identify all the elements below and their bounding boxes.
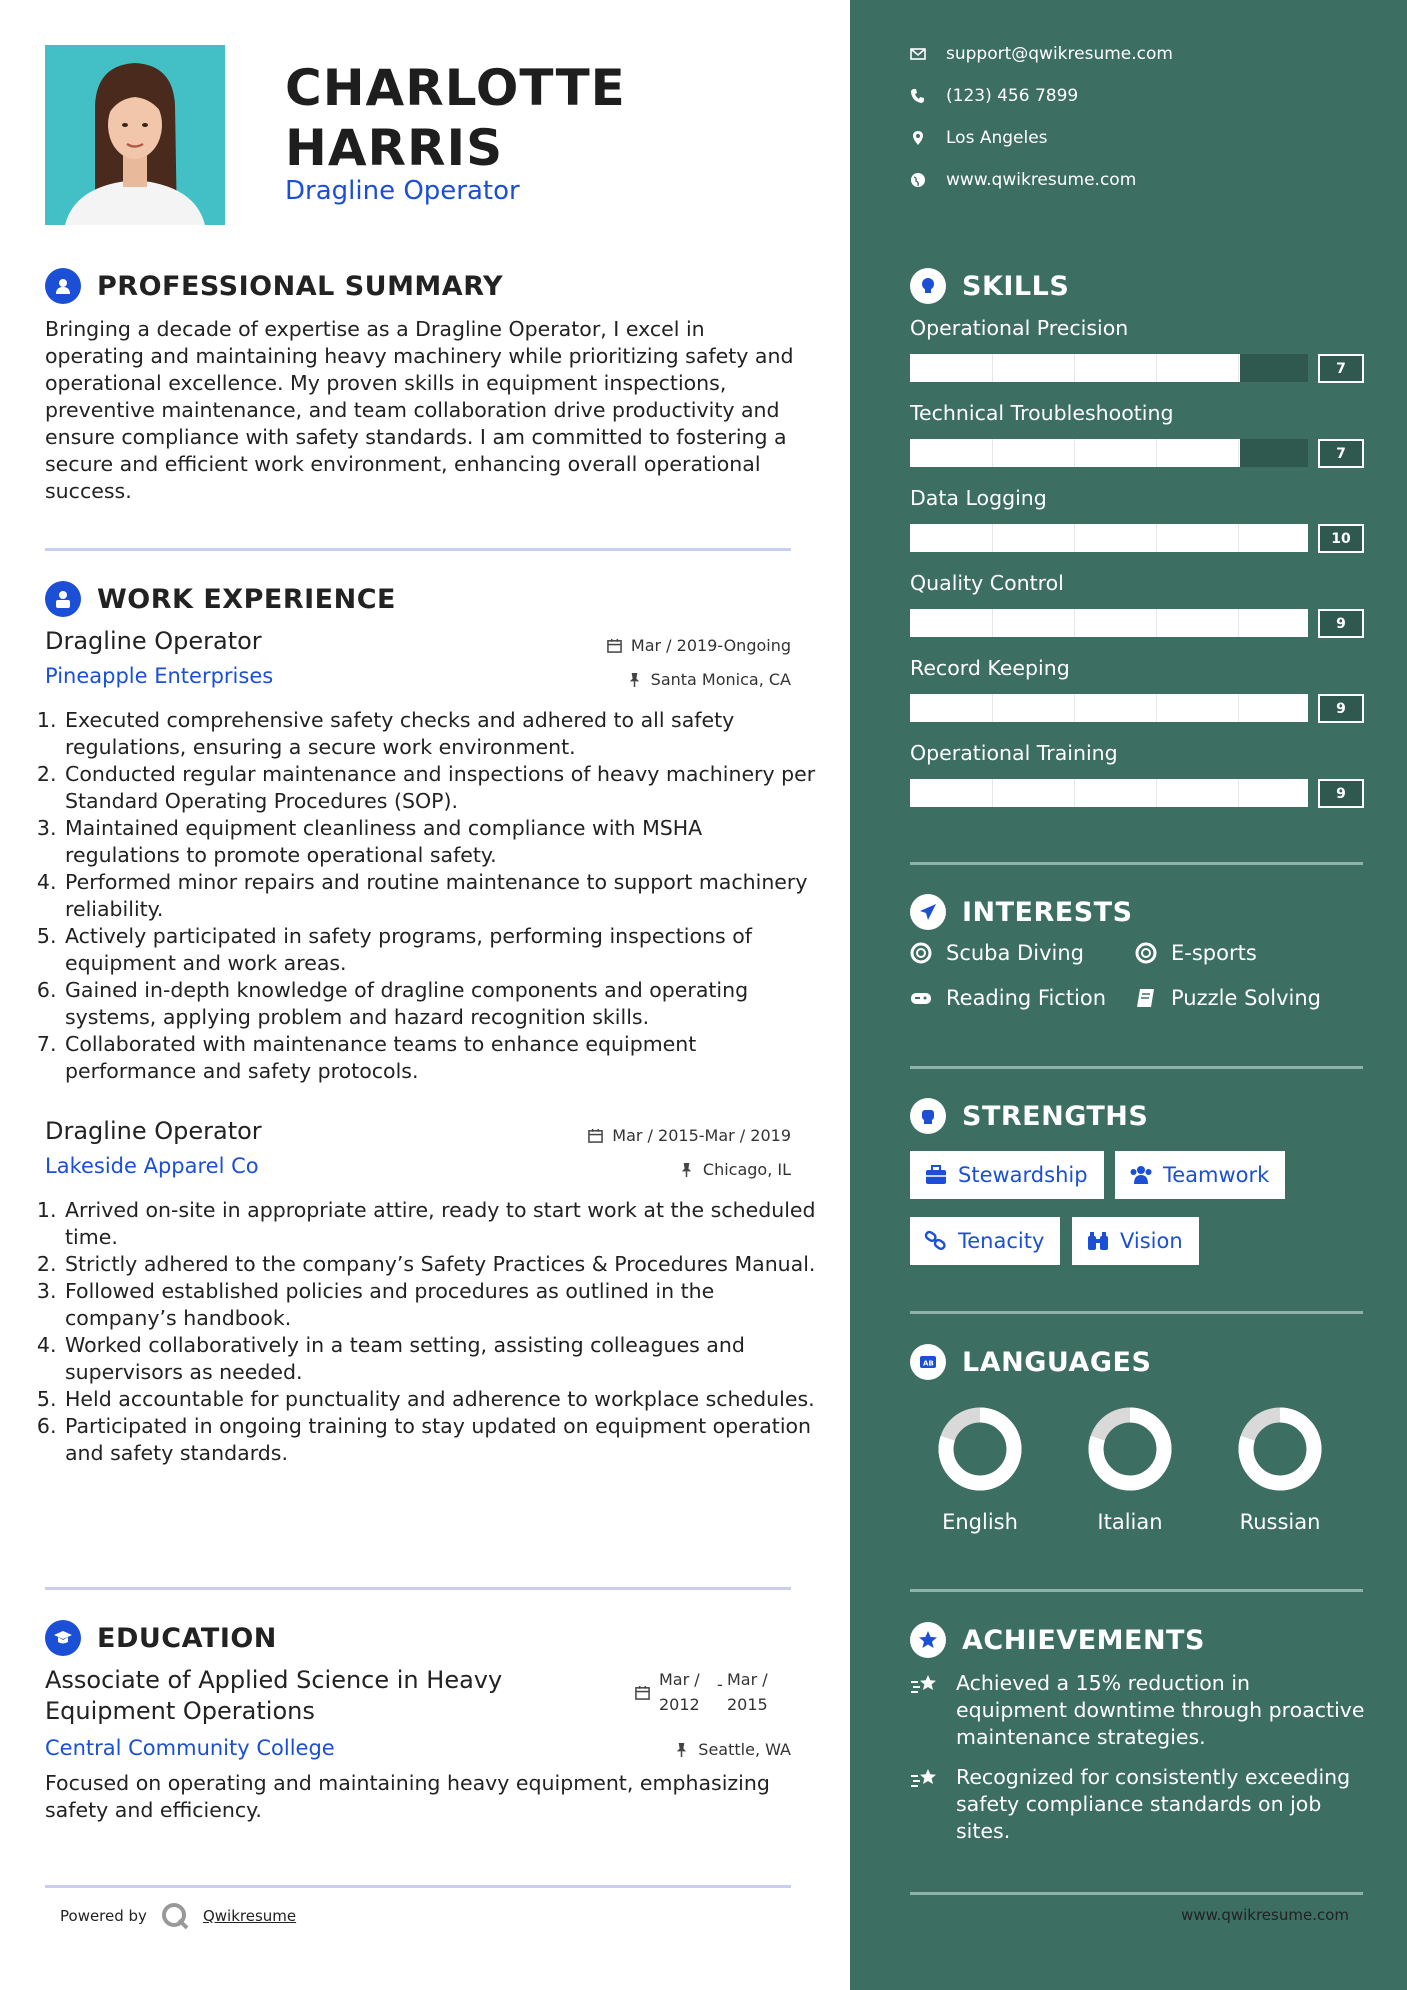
- list-item: 1. Executed comprehensive safety checks and adhered to all safety regulations, ensuring a secure work environment.: [63, 707, 823, 761]
- list-item: 2. Conducted regular maintenance and inspections of heavy machinery per Standard Operating Procedures (SOP).: [63, 761, 823, 815]
- experience-title: WORK EXPERIENCE: [97, 583, 396, 615]
- education-heading: [45, 1620, 277, 1656]
- skill-label: Technical Troubleshooting: [910, 401, 1174, 425]
- footer-url[interactable]: www.qwikresume.com: [1181, 1906, 1349, 1924]
- pin-icon: [674, 1742, 689, 1757]
- star-badge-icon: [910, 1622, 946, 1658]
- languages-heading: [910, 1344, 1151, 1380]
- achievements-title: ACHIEVEMENTS: [962, 1624, 1205, 1656]
- skill-bar: [910, 439, 1308, 467]
- language-name: English: [942, 1510, 1018, 1534]
- section-divider: [910, 1066, 1363, 1069]
- job-company: Lakeside Apparel Co: [45, 1154, 259, 1178]
- job-bullets: [45, 707, 823, 1085]
- lifebuoy-icon: [910, 942, 932, 964]
- fist-icon: [910, 1098, 946, 1134]
- skill-bar: [910, 609, 1308, 637]
- section-divider: [45, 1587, 791, 1590]
- language-item: [920, 1406, 1040, 1534]
- skill-bar-segment: [1238, 694, 1239, 722]
- lightbulb-icon: [910, 268, 946, 304]
- skill-bar-segment: [992, 779, 993, 807]
- skill-label: Operational Precision: [910, 316, 1129, 340]
- strength-tag: [1072, 1217, 1199, 1265]
- users-icon: [1129, 1164, 1153, 1186]
- interest-item: [1135, 941, 1257, 965]
- globe-icon: [910, 172, 926, 188]
- graduation-cap-icon: [45, 1620, 81, 1656]
- candidate-title: Dragline Operator: [285, 176, 520, 206]
- map-marker-icon: [910, 130, 926, 146]
- job-location-text: Chicago, IL: [702, 1160, 791, 1179]
- skill-level: 7: [1318, 439, 1364, 468]
- skill-bar-fill: [910, 779, 1308, 807]
- skill-label: Record Keeping: [910, 656, 1070, 680]
- job-dates-text: Mar / 2019-Ongoing: [630, 636, 791, 655]
- achievement-text: Achieved a 15% reduction in equipment downtime through proactive maintenance strategies.: [956, 1671, 1365, 1749]
- briefcase-user-icon: [45, 581, 81, 617]
- list-item: 7. Collaborated with maintenance teams to enhance equipment performance and safety protocols.: [63, 1031, 823, 1085]
- summary-title: PROFESSIONAL SUMMARY: [97, 270, 504, 302]
- qwikresume-link[interactable]: Qwikresume: [202, 1907, 297, 1925]
- paper-plane-icon: [910, 894, 946, 930]
- shooting-star-icon: [910, 1672, 940, 1698]
- skill-bar-fill: [910, 354, 1240, 382]
- skill-bar-fill: [910, 694, 1308, 722]
- skill-bar-segment: [1238, 524, 1239, 552]
- job-dates: [588, 1126, 791, 1145]
- strength-label: Tenacity: [958, 1229, 1045, 1253]
- list-item: 5. Held accountable for punctuality and adherence to workplace schedules.: [63, 1386, 823, 1413]
- interests-title: INTERESTS: [962, 896, 1133, 928]
- sidebar: [850, 0, 1407, 1990]
- job-location-text: Santa Monica, CA: [650, 670, 791, 689]
- education-location: [674, 1740, 791, 1759]
- contact-location: [910, 128, 1048, 148]
- skill-level: 9: [1318, 779, 1364, 808]
- envelope-icon: [910, 46, 926, 62]
- lifebuoy-icon: [1135, 942, 1157, 964]
- section-divider: [45, 1885, 791, 1888]
- strength-tag: [1115, 1151, 1285, 1199]
- education-location-text: Seattle, WA: [698, 1740, 791, 1759]
- education-school: Central Community College: [45, 1736, 335, 1760]
- skill-label: Quality Control: [910, 571, 1064, 595]
- list-item: 6. Participated in ongoing training to stay updated on equipment operation and safety standards.: [63, 1413, 823, 1467]
- skill-bar-segment: [1074, 779, 1075, 807]
- location-text: Los Angeles: [946, 128, 1048, 148]
- list-item: 4. Worked collaboratively in a team setting, assisting colleagues and supervisors as needed.: [63, 1332, 823, 1386]
- start-month: Mar /: [659, 1670, 700, 1689]
- education-description: Focused on operating and maintaining heavy equipment, emphasizing safety and efficiency.: [45, 1771, 770, 1822]
- skills-title: SKILLS: [962, 270, 1070, 302]
- language-donut: [1087, 1406, 1173, 1492]
- interest-label: Reading Fiction: [946, 986, 1107, 1010]
- summary-text: Bringing a decade of expertise as a Dragline Operator, I excel in operating and maintaining heavy machinery while prioritizing safety and operational excellence. My proven skills in equipment inspections, preventive maintenance, and team collaboration drive productivity and ensure compliance with safety standards. I am committed to fostering a secure and efficient work environment, enhancing overall operational success.: [45, 317, 794, 503]
- skill-bar-fill: [910, 439, 1240, 467]
- skill-bar-segment: [1238, 439, 1239, 467]
- skill-label: Data Logging: [910, 486, 1047, 510]
- list-item: 2. Strictly adhered to the company’s Safety Practices & Procedures Manual.: [63, 1251, 823, 1278]
- achievement-text: Recognized for consistently exceeding safety compliance standards on job sites.: [956, 1765, 1351, 1843]
- interest-item: [910, 941, 1084, 965]
- end-month: Mar /: [727, 1670, 768, 1689]
- interest-item: [1135, 986, 1321, 1010]
- skill-bar-segment: [992, 354, 993, 382]
- job-dates: [607, 636, 791, 655]
- education-start: [659, 1667, 717, 1717]
- contact-website: [910, 170, 1136, 190]
- interest-label: Puzzle Solving: [1171, 986, 1321, 1010]
- section-divider: [910, 1311, 1363, 1314]
- skill-bar-segment: [1074, 439, 1075, 467]
- strengths-heading: [910, 1098, 1148, 1134]
- skill-bar-segment: [1156, 439, 1157, 467]
- end-year: 2015: [727, 1695, 768, 1714]
- skill-bar: [910, 524, 1308, 552]
- achievement-item: [910, 1764, 1366, 1845]
- contact-phone: [910, 86, 1078, 106]
- summary-heading: [45, 268, 503, 304]
- calendar-icon: [607, 638, 622, 653]
- education-title: EDUCATION: [97, 1622, 277, 1654]
- skill-bar: [910, 694, 1308, 722]
- skills-heading: [910, 268, 1069, 304]
- skill-bar-segment: [1074, 694, 1075, 722]
- pin-icon: [627, 672, 642, 687]
- strength-tag: [910, 1217, 1060, 1265]
- list-item: 6. Gained in-depth knowledge of dragline components and operating systems, applying problem and hazard recognition skills.: [63, 977, 823, 1031]
- skill-bar-fill: [910, 609, 1308, 637]
- website-text[interactable]: www.qwikresume.com: [946, 170, 1137, 190]
- job-location: [627, 670, 791, 689]
- link-icon: [924, 1230, 948, 1252]
- skill-bar-segment: [992, 694, 993, 722]
- skill-bar-segment: [1156, 779, 1157, 807]
- skill-bar-segment: [1238, 609, 1239, 637]
- skill-bar-segment: [1156, 609, 1157, 637]
- skill-bar-segment: [1238, 354, 1239, 382]
- job-title: Dragline Operator: [45, 627, 262, 655]
- language-donut: [1237, 1406, 1323, 1492]
- skill-level: 10: [1318, 524, 1364, 553]
- achievement-item: [910, 1670, 1366, 1751]
- education-end: [727, 1667, 785, 1717]
- language-name: Russian: [1239, 1510, 1321, 1534]
- list-item: 1. Arrived on-site in appropriate attire, ready to start work at the scheduled time.: [63, 1197, 823, 1251]
- section-divider: [910, 1892, 1363, 1895]
- achievements-heading: [910, 1622, 1205, 1658]
- user-icon: [45, 268, 81, 304]
- strength-label: Vision: [1120, 1229, 1183, 1253]
- strength-label: Stewardship: [958, 1163, 1088, 1187]
- skill-level: 9: [1318, 694, 1364, 723]
- skill-bar-segment: [1238, 779, 1239, 807]
- briefcase-icon: [924, 1164, 948, 1186]
- portrait-image: [45, 45, 225, 225]
- shooting-star-icon: [910, 1766, 940, 1792]
- binoculars-icon: [1086, 1230, 1110, 1252]
- skill-bar: [910, 354, 1308, 382]
- job-bullets: [45, 1197, 823, 1467]
- skill-bar-segment: [1074, 524, 1075, 552]
- powered-by-label: Powered by: [60, 1907, 147, 1925]
- list-item: 3. Maintained equipment cleanliness and compliance with MSHA regulations to promote operational safety.: [63, 815, 823, 869]
- interests-heading: [910, 894, 1133, 930]
- start-year: 2012: [659, 1695, 700, 1714]
- language-icon: [910, 1344, 946, 1380]
- skill-bar-segment: [1156, 524, 1157, 552]
- gamepad-icon: [910, 987, 932, 1009]
- strength-tag: [910, 1151, 1104, 1199]
- job-location: [679, 1160, 791, 1179]
- first-name: CHARLOTTE: [285, 59, 626, 117]
- language-item: [1070, 1406, 1190, 1534]
- skill-bar-segment: [992, 439, 993, 467]
- skill-bar: [910, 779, 1308, 807]
- interest-label: Scuba Diving: [946, 941, 1084, 965]
- job-company: Pineapple Enterprises: [45, 664, 274, 688]
- section-divider: [45, 548, 791, 551]
- skill-label: Operational Training: [910, 741, 1118, 765]
- skill-bar-segment: [1074, 609, 1075, 637]
- job-title: Dragline Operator: [45, 1117, 262, 1145]
- experience-heading: [45, 581, 396, 617]
- phone-icon: [910, 88, 926, 104]
- candidate-name: [285, 58, 626, 178]
- last-name: HARRIS: [285, 119, 504, 177]
- section-divider: [910, 1589, 1363, 1592]
- powered-by: [60, 1902, 296, 1930]
- calendar-icon: [635, 1685, 650, 1700]
- language-item: [1220, 1406, 1340, 1534]
- skill-bar-segment: [1156, 694, 1157, 722]
- education-degree: Associate of Applied Science in Heavy Equipment Operations: [45, 1666, 503, 1725]
- skill-bar-segment: [1074, 354, 1075, 382]
- skill-bar-fill: [910, 524, 1308, 552]
- skill-bar-segment: [992, 609, 993, 637]
- languages-title: LANGUAGES: [962, 1346, 1152, 1378]
- strength-label: Teamwork: [1163, 1163, 1270, 1187]
- language-name: Italian: [1097, 1510, 1163, 1534]
- pin-icon: [679, 1162, 694, 1177]
- qwikresume-logo-icon: [161, 1902, 189, 1930]
- language-donut: [937, 1406, 1023, 1492]
- skill-bar-segment: [992, 524, 993, 552]
- skill-bar-segment: [1156, 354, 1157, 382]
- contact-email: [910, 44, 1173, 64]
- list-item: 5. Actively participated in safety programs, performing inspections of equipment and work areas.: [63, 923, 823, 977]
- svg-text:AB: AB: [923, 1359, 934, 1368]
- calendar-icon: [588, 1128, 603, 1143]
- profile-photo: [45, 45, 225, 225]
- skill-level: 7: [1318, 354, 1364, 383]
- email-text[interactable]: support@qwikresume.com: [946, 44, 1173, 64]
- strengths-title: STRENGTHS: [962, 1100, 1149, 1132]
- section-divider: [910, 862, 1363, 865]
- book-icon: [1135, 987, 1157, 1009]
- interest-item: [910, 986, 1106, 1010]
- list-item: 3. Followed established policies and procedures as outlined in the company’s handbook.: [63, 1278, 823, 1332]
- list-item: 4. Performed minor repairs and routine maintenance to support machinery reliability.: [63, 869, 823, 923]
- job-dates-text: Mar / 2015-Mar / 2019: [612, 1126, 791, 1145]
- interest-label: E-sports: [1171, 941, 1257, 965]
- date-separator: -: [717, 1675, 723, 1694]
- skill-level: 9: [1318, 609, 1364, 638]
- education-dates: [635, 1667, 785, 1717]
- phone-text: (123) 456 7899: [946, 86, 1079, 106]
